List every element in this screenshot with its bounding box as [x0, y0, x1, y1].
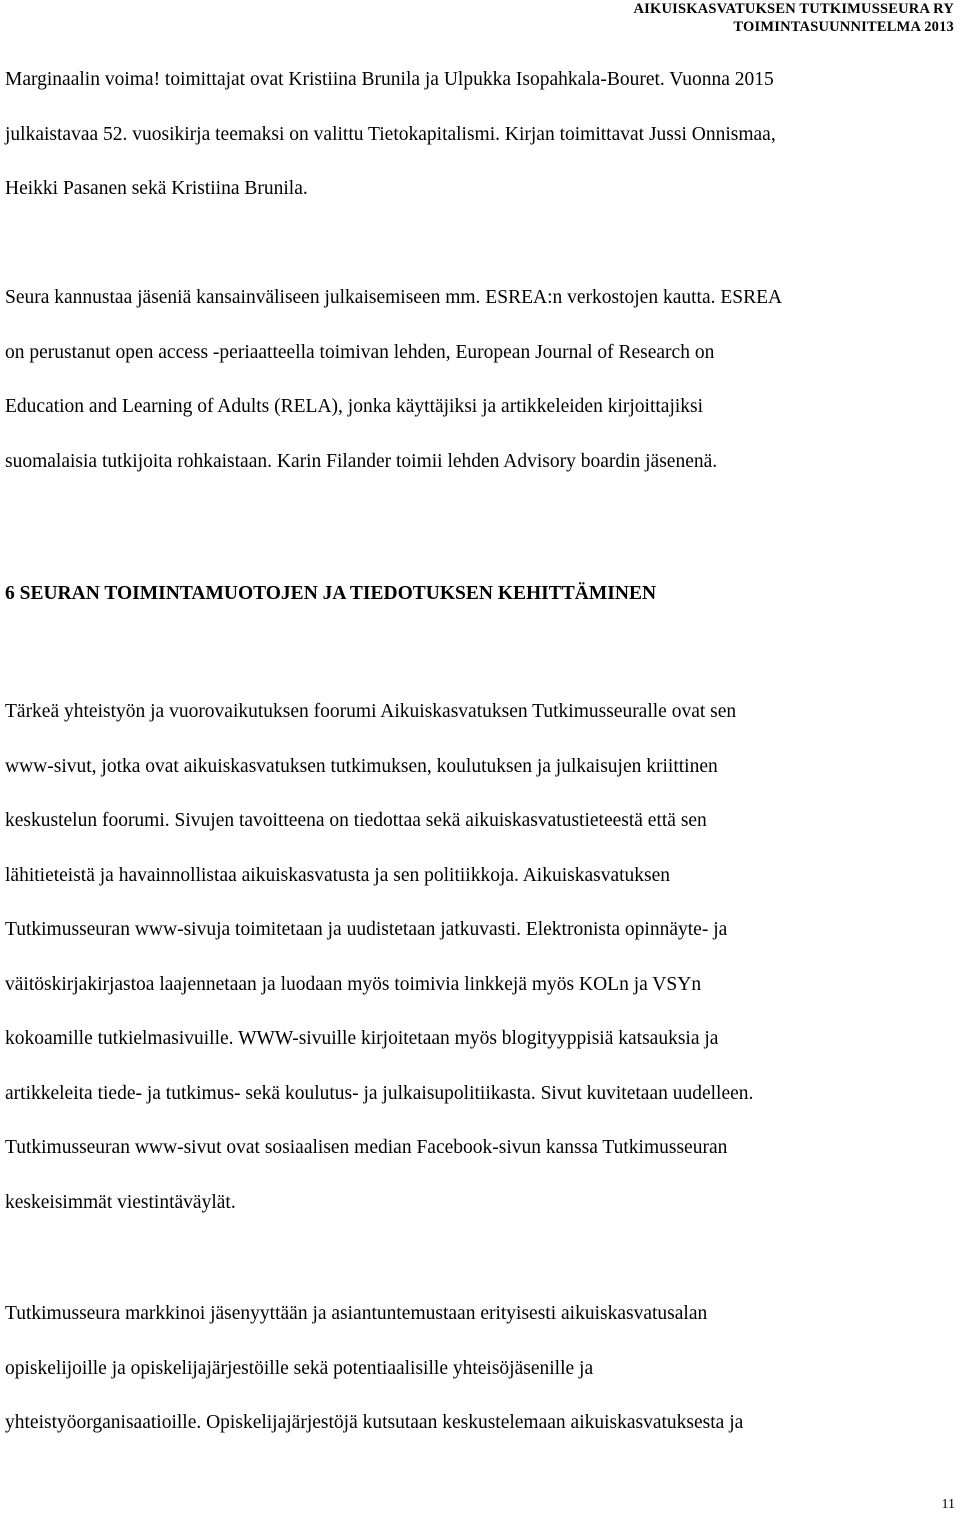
paragraph-line: on perustanut open access -periaatteella toimivan lehden, European Journal of Research on	[5, 341, 715, 363]
paragraph-line: Marginaalin voima! toimittajat ovat Kristiina Brunila ja Ulpukka Isopahkala-Bouret. Vuonna 2015	[5, 69, 774, 90]
paragraph-esrea	[5, 271, 950, 489]
paragraph-yearbook	[5, 53, 950, 217]
paragraph-line: Heikki Pasanen sekä Kristiina Brunila.	[5, 178, 308, 199]
paragraph-line: Tutkimusseura markkinoi jäsenyyttään ja asiantuntemustaan erityisesti aikuiskasvatusalan	[5, 1303, 708, 1324]
page-number: 11	[941, 1497, 955, 1512]
paragraph-line: www-sivut, jotka ovat aikuiskasvatuksen tutkimuksen, koulutuksen ja julkaisujen kriittinen	[5, 755, 718, 777]
paragraph-www-pages	[5, 685, 950, 1230]
paragraph-line: väitöskirjakirjastoa laajennetaan ja luodaan myös toimivia linkkejä myös KOLn ja VSYn	[5, 973, 702, 995]
paragraph-line: julkaistavaa 52. vuosikirja teemaksi on valittu Tietokapitalismi. Kirjan toimittavat Jussi Onnismaa,	[5, 123, 776, 145]
paragraph-line: kokoamille tutkielmasivuille. WWW-sivuille kirjoitetaan myös blogityyppisiä katsauksia ja	[5, 1028, 719, 1049]
paragraph-membership	[5, 1287, 950, 1451]
paragraph-line: suomalaisia tutkijoita rohkaistaan. Karin Filander toimii lehden Advisory boardin jäsenenä.	[5, 450, 718, 472]
paragraph-line: Tutkimusseuran www-sivuja toimitetaan ja uudistetaan jatkuvasti. Elektronista opinnäyte- ja	[5, 919, 728, 940]
paragraph-line: Tärkeä yhteistyön ja vuorovaikutuksen foorumi Aikuiskasvatuksen Tutkimusseuralle ovat sen	[5, 701, 737, 722]
paragraph-line: opiskelijoille ja opiskelijajärjestöille sekä potentiaalisille yhteisöjäsenille ja	[5, 1357, 594, 1379]
paragraph-line: keskustelun foorumi. Sivujen tavoitteena on tiedottaa sekä aikuiskasvatustieteestä että sen	[5, 810, 707, 831]
paragraph-line: keskeisimmät viestintäväylät.	[5, 1191, 236, 1213]
section-heading: 6 SEURAN TOIMINTAMUOTOJEN JA TIEDOTUKSEN KEHITTÄMINEN	[5, 583, 657, 604]
paragraph-line: lähitieteistä ja havainnollistaa aikuiskasvatusta ja sen politiikkoja. Aikuiskasvatuksen	[5, 864, 671, 886]
header-plan-title: TOIMINTASUUNNITELMA 2013	[733, 19, 954, 35]
paragraph-line: artikkeleita tiede- ja tutkimus- sekä koulutus- ja julkaisupolitiikasta. Sivut kuvitetaan uudelleen.	[5, 1082, 754, 1104]
header-organization: AIKUISKASVATUKSEN TUTKIMUSSEURA RY	[633, 1, 954, 17]
paragraph-line: yhteistyöorganisaatioille. Opiskelijajärjestöjä kutsutaan keskustelemaan aikuiskasvatuksesta ja	[5, 1412, 744, 1433]
paragraph-line: Education and Learning of Adults (RELA), jonka käyttäjiksi ja artikkeleiden kirjoittajiksi	[5, 396, 704, 417]
paragraph-line: Seura kannustaa jäseniä kansainväliseen julkaisemiseen mm. ESREA:n verkostojen kautta. ESREA	[5, 287, 783, 308]
document-header	[633, 0, 954, 36]
paragraph-line: Tutkimusseuran www-sivut ovat sosiaalisen median Facebook-sivun kanssa Tutkimusseuran	[5, 1137, 728, 1158]
